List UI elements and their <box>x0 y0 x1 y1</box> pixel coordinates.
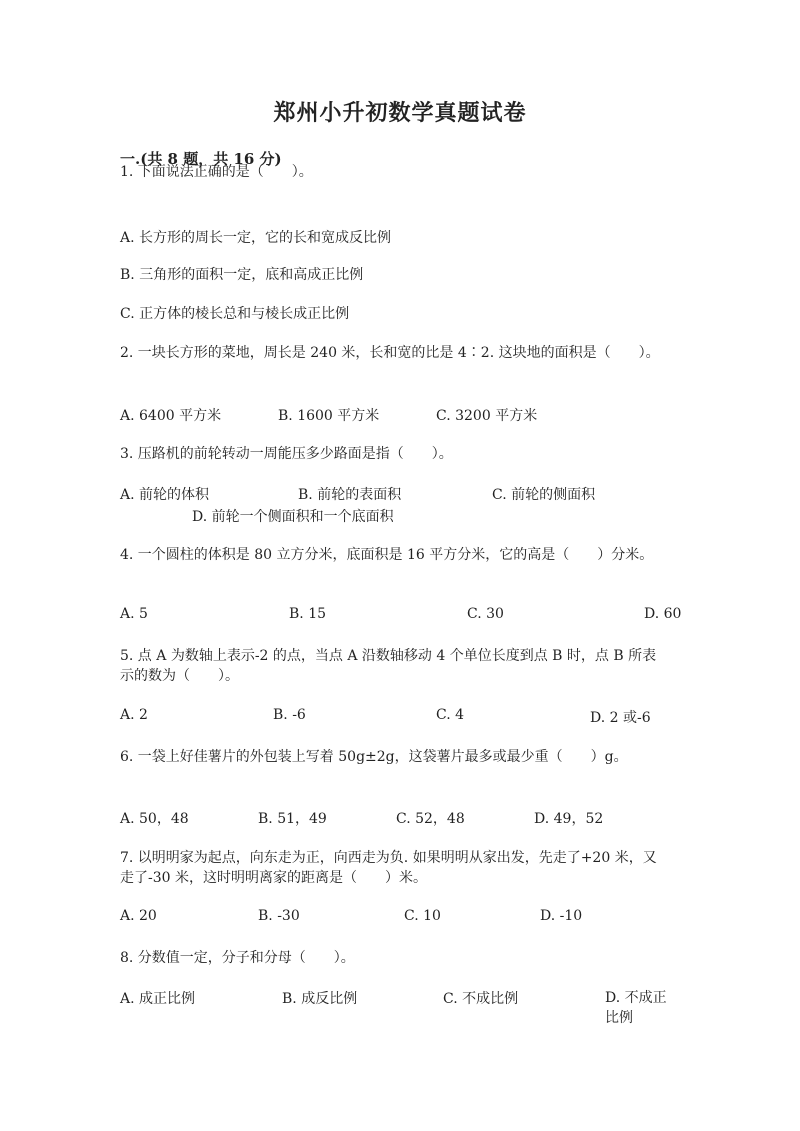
question-2-option-b: B. 1600 平方米 <box>278 408 380 424</box>
question-4-option-c: C. 30 <box>467 606 504 622</box>
question-6-stem: 6. 一袋上好佳薯片的外包装上写着 50g±2g，这袋薯片最多或最少重（ ）g。 <box>120 749 628 765</box>
question-8-stem: 8. 分数值一定，分子和分母（ ）。 <box>120 950 355 966</box>
question-1-option-a: A. 长方形的周长一定，它的长和宽成反比例 <box>120 230 392 246</box>
question-2-option-c: C. 3200 平方米 <box>436 408 538 424</box>
question-8-option-a: A. 成正比例 <box>120 991 196 1007</box>
question-3-stem: 3. 压路机的前轮转动一周能压多少路面是指（ ）。 <box>120 446 453 462</box>
page-title: 郑州小升初数学真题试卷 <box>273 101 527 126</box>
question-8-option-c: C. 不成比例 <box>443 991 519 1007</box>
question-4-option-d: D. 60 <box>644 606 682 622</box>
question-4-option-b: B. 15 <box>289 606 327 622</box>
question-1-stem: 1. 下面说法正确的是（ ）。 <box>120 164 313 180</box>
question-6-option-b: B. 51，49 <box>258 811 327 827</box>
question-5-option-b: B. -6 <box>273 707 306 723</box>
question-1-option-b: B. 三角形的面积一定，底和高成正比例 <box>120 267 364 283</box>
question-5-option-a: A. 2 <box>120 707 148 723</box>
question-6-option-c: C. 52，48 <box>396 811 465 827</box>
question-3-option-d: D. 前轮一个侧面积和一个底面积 <box>192 509 394 525</box>
question-8-option-b: B. 成反比例 <box>282 991 358 1007</box>
question-4-option-a: A. 5 <box>120 606 148 622</box>
question-5-stem: 5. 点 A 为数轴上表示-2 的点，当点 A 沿数轴移动 4 个单位长度到点 B 时，点 B 所表示的数为（ ）。 <box>120 648 657 684</box>
question-6-option-d: D. 49，52 <box>534 811 604 827</box>
question-7-option-b: B. -30 <box>258 908 300 924</box>
question-5-option-d: D. 2 或-6 <box>590 710 651 726</box>
question-3-option-b: B. 前轮的表面积 <box>298 487 402 503</box>
question-5-option-c: C. 4 <box>436 707 465 723</box>
question-7-stem: 7. 以明明家为起点，向东走为正，向西走为负. 如果明明从家出发，先走了+20 米，又走了-30 米，这时明明离家的距离是（ ）米。 <box>120 850 657 886</box>
question-8-option-d: D. 不成正比例 <box>605 990 667 1026</box>
question-7-option-c: C. 10 <box>404 908 441 924</box>
question-2-option-a: A. 6400 平方米 <box>120 408 222 424</box>
question-3-option-c: C. 前轮的侧面积 <box>492 487 596 503</box>
question-4-stem: 4. 一个圆柱的体积是 80 立方分米，底面积是 16 平方分米，它的高是（ ）分米。 <box>120 547 654 563</box>
question-1-option-c: C. 正方体的棱长总和与棱长成正比例 <box>120 306 350 322</box>
question-6-option-a: A. 50，48 <box>120 811 189 827</box>
section-header: 一.(共 8 题，共 16 分) <box>120 150 282 168</box>
question-7-option-d: D. -10 <box>540 908 583 924</box>
question-3-option-a: A. 前轮的体积 <box>120 487 210 503</box>
question-2-stem: 2. 一块长方形的菜地，周长是 240 米，长和宽的比是 4∶2. 这块地的面积是（ ）。 <box>120 345 660 361</box>
question-7-option-a: A. 20 <box>120 908 157 924</box>
